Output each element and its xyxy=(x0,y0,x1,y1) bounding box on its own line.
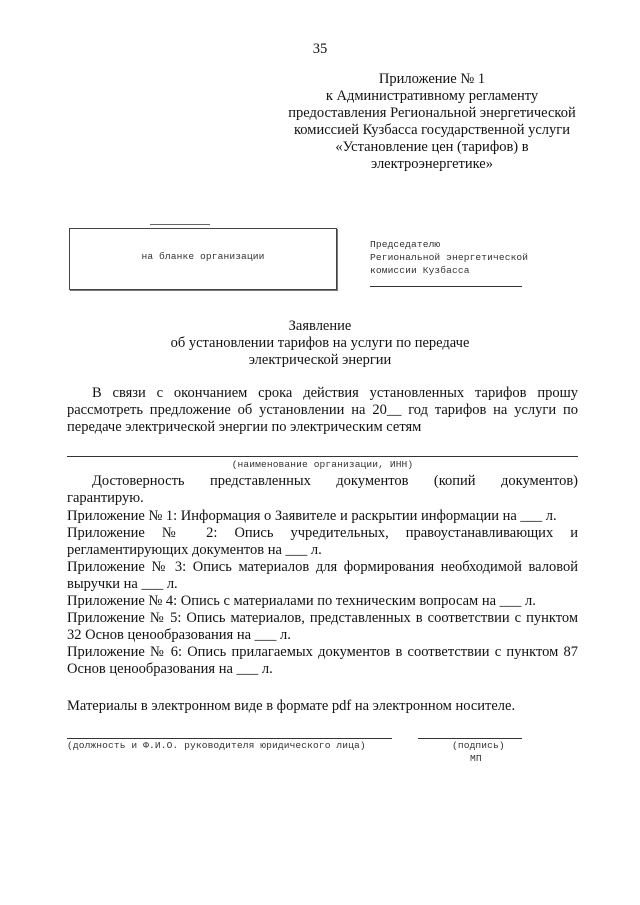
addressee-line: Председателю xyxy=(370,239,441,250)
attachment-item-continued: выручки на ___ л. xyxy=(67,576,178,592)
intro-line: передаче электрической энергии по электрическим сетям xyxy=(67,419,422,435)
stamp-label: МП xyxy=(470,753,482,764)
attachment-item: Приложение № 4: Опись с материалами по техническим вопросам на ___ л. xyxy=(67,593,536,609)
document-title xyxy=(100,318,540,369)
intro-paragraph xyxy=(67,385,578,436)
letterhead-label: на бланке организации xyxy=(141,251,265,262)
intro-line: В связи с окончанием срока действия установленных тарифов прошу xyxy=(92,385,578,401)
reliability-line: гарантирую. xyxy=(67,490,144,506)
title-line: Заявление xyxy=(288,318,352,334)
attachment-item-continued: 32 Основ ценообразования на ___ л. xyxy=(67,627,291,643)
reliability-statement xyxy=(67,473,578,507)
attachment-item-continued: регламентирующих документов на ___ л. xyxy=(67,542,322,558)
letterhead-tick xyxy=(150,224,210,225)
signature-line xyxy=(418,738,522,739)
title-line: об установлении тарифов на услуги по передаче xyxy=(170,335,470,351)
reliability-line: Достоверность представленных документов (копий документов) xyxy=(92,473,578,489)
addressee-line: Региональной энергетической xyxy=(370,252,529,263)
title-line: электрической энергии xyxy=(248,352,392,368)
appendix-line: к Административному регламенту xyxy=(325,88,539,104)
appendix-line: «Установление цен (тарифов) в xyxy=(335,139,529,155)
addressee-line: комиссии Кузбасса xyxy=(370,265,470,276)
intro-line: рассмотреть предложение об установлении на 20__ год тарифов на услуги по xyxy=(67,402,578,418)
addressee-block xyxy=(370,238,570,277)
page-number: 35 xyxy=(312,41,328,57)
appendix-line: электроэнергетике» xyxy=(370,156,493,172)
electronic-materials-note: Материалы в электронном виде в формате pdf на электронном носителе. xyxy=(67,698,516,714)
appendix-line: предоставления Региональной энергетической xyxy=(288,105,576,121)
attachment-item: Приложение № 2: Опись учредительных, правоустанавливающих и xyxy=(67,525,578,541)
attachment-item: Приложение № 3: Опись материалов для формирования необходимой валовой xyxy=(67,559,578,575)
addressee-signature-line xyxy=(370,286,522,287)
organization-caption: (наименование организации, ИНН) xyxy=(231,459,414,470)
appendix-header xyxy=(272,71,592,173)
letterhead-box xyxy=(69,228,337,290)
position-caption: (должность и Ф.И.О. руководителя юридического лица) xyxy=(67,740,366,751)
attachment-item: Приложение № 6: Опись прилагаемых документов в соответствии с пунктом 87 xyxy=(67,644,578,660)
appendix-line: комиссией Кузбасса государственной услуги xyxy=(294,122,570,138)
attachment-item: Приложение № 5: Опись материалов, представленных в соответствии с пунктом xyxy=(67,610,578,626)
signature-caption: (подпись) xyxy=(452,740,505,751)
attachment-item-continued: Основ ценообразования на ___ л. xyxy=(67,661,273,677)
position-line xyxy=(67,738,392,739)
attachment-item: Приложение № 1: Информация о Заявителе и раскрытии информации на ___ л. xyxy=(67,508,557,524)
organization-line xyxy=(67,456,578,457)
appendix-line: Приложение № 1 xyxy=(378,71,486,87)
attachments-list xyxy=(67,508,578,678)
